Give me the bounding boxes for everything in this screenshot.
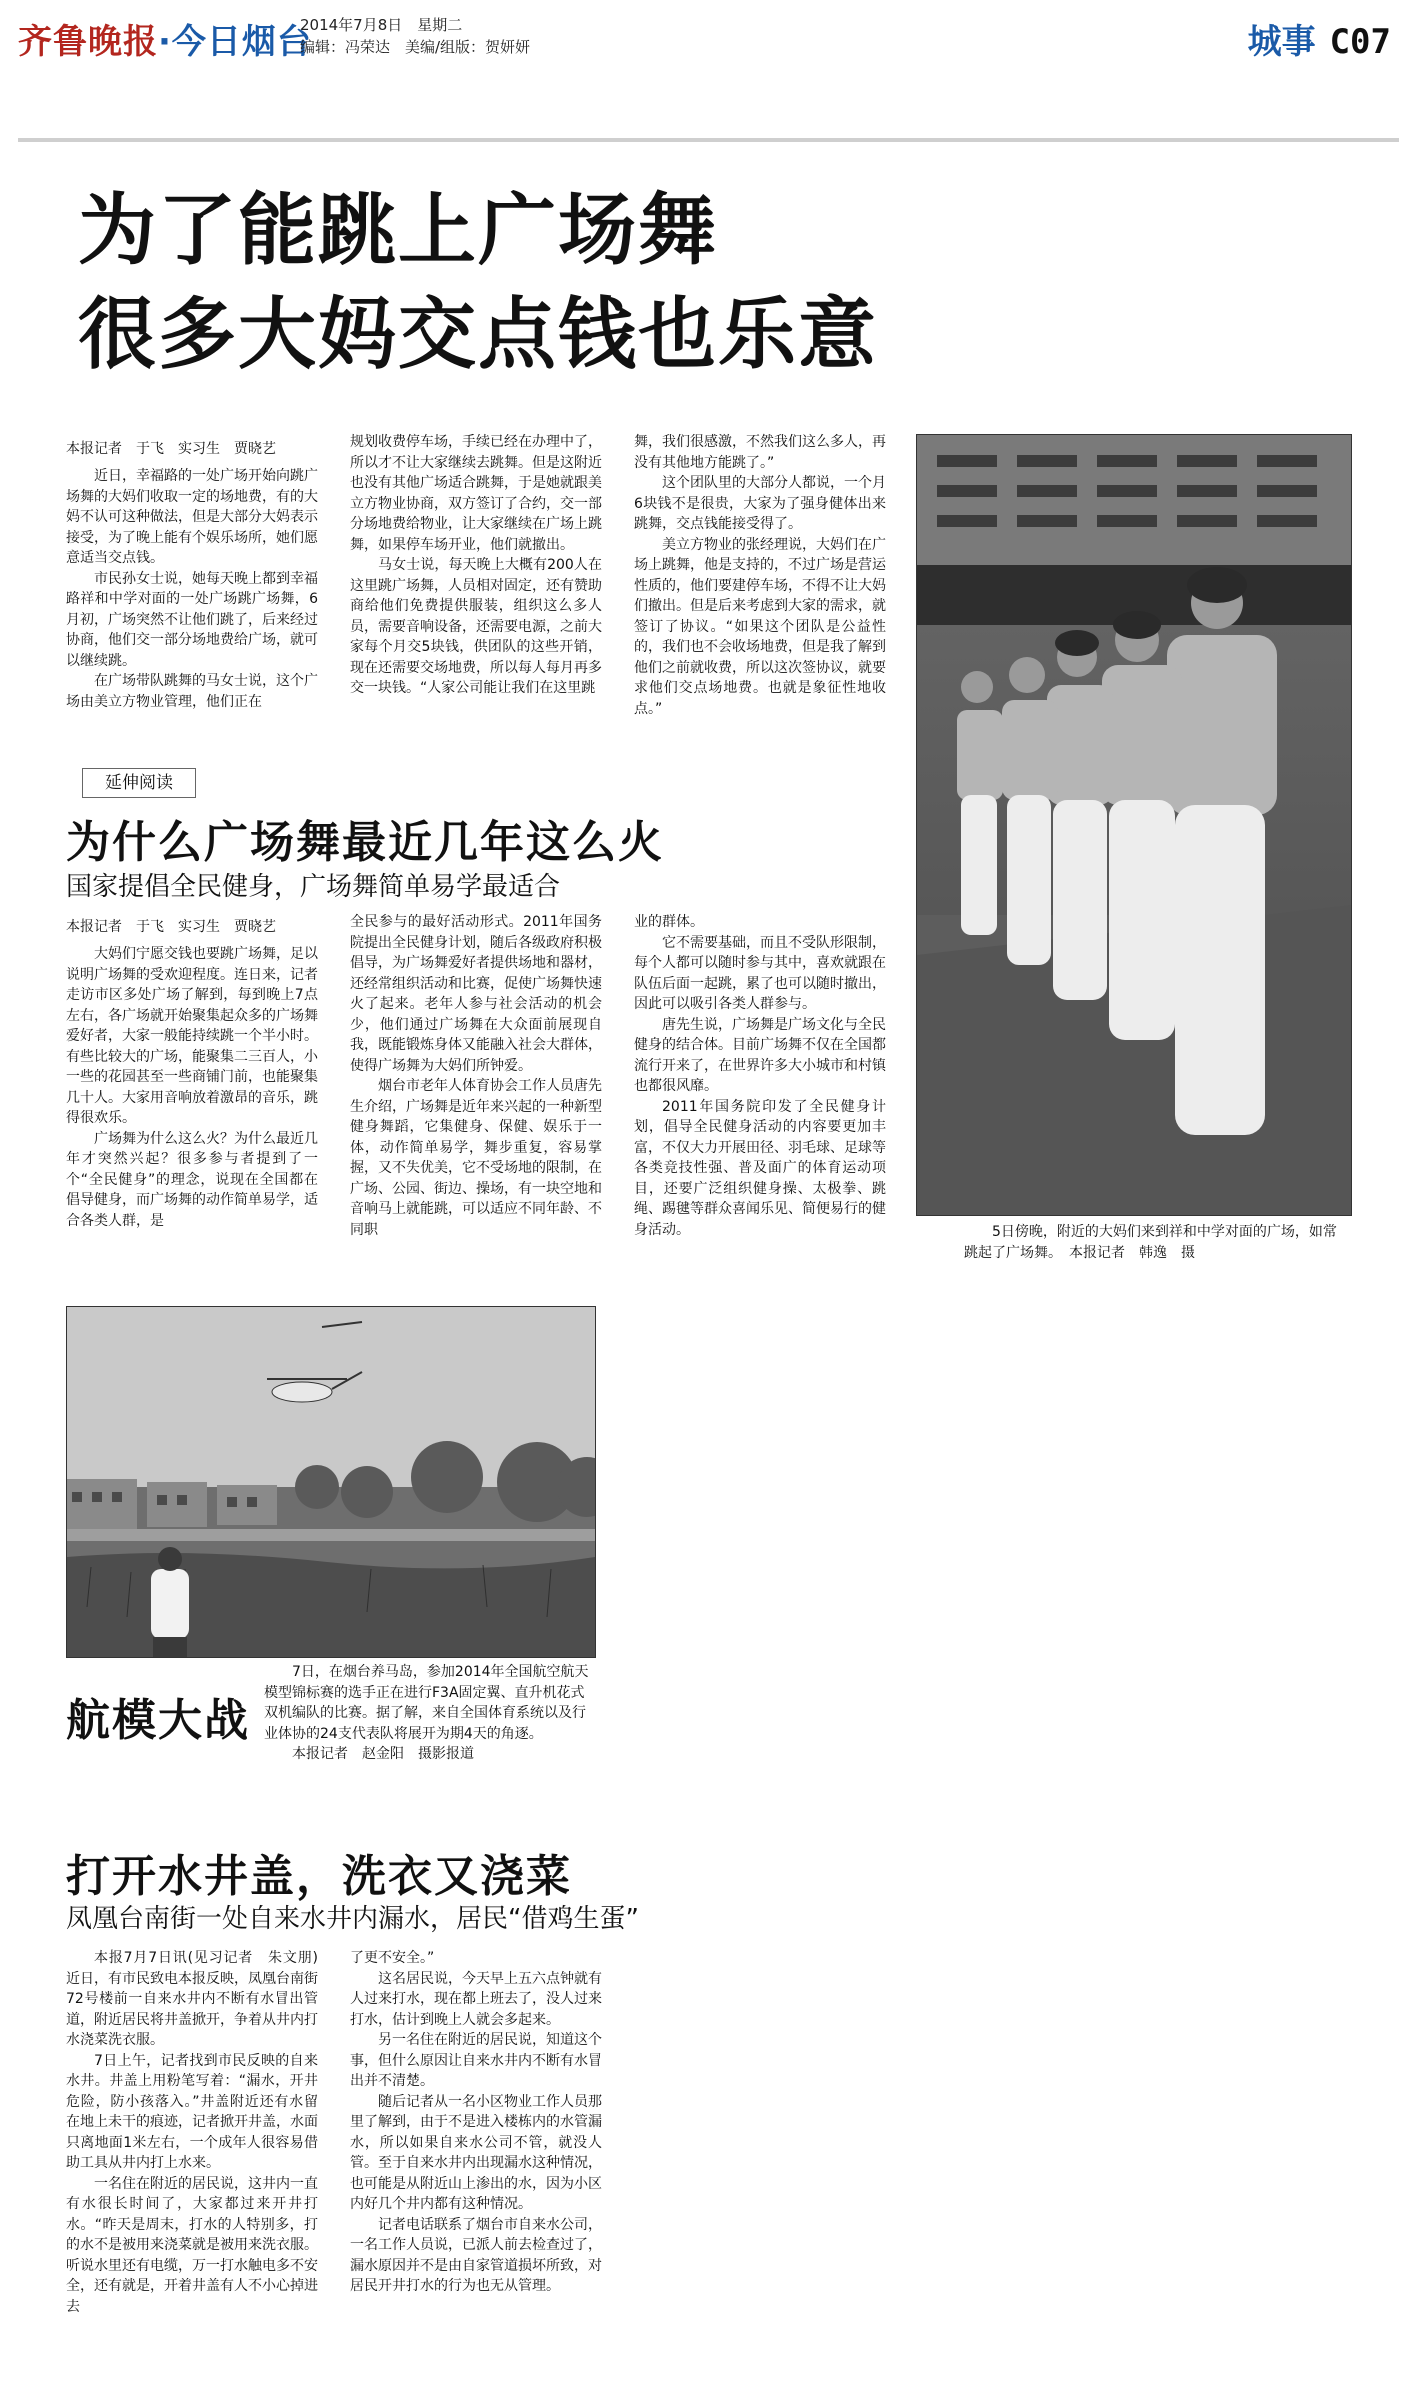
paper-name: 齐鲁晚报 [18, 22, 158, 62]
caption-text: 7日，在烟台养马岛，参加2014年全国航空航天模型锦标赛的选手正在进行F3A固定翼、直升机花式双机编队的比赛。据了解，来自全国体育系统以及行业体协的24支代表队将展开为期4天的角逐。 [264, 1664, 589, 1742]
well-col-1 [66, 1948, 332, 2317]
page-number: C07 [1329, 22, 1391, 62]
section-name: 城事 [1247, 22, 1316, 62]
caption-text: 5日傍晚，附近的大妈们来到祥和中学对面的广场，如常跳起了广场舞。 本报记者 韩逸 摄 [964, 1224, 1337, 1261]
masthead-logo [18, 14, 312, 63]
lead-col-2 [350, 432, 602, 699]
paragraph: 这个团队里的大部分人都说，一个月6块钱不是很贵，大家为了强身健体出来跳舞，交点钱能接受得了。 [634, 475, 886, 532]
editors: 编辑：冯荣达 美编/组版：贺妍妍 [300, 38, 531, 56]
paragraph: 随后记者从一名小区物业工作人员那里了解到，由于不是进入楼栋内的水管漏水，所以如果自来水公司不管，就没人管。至于自来水井内出现漏水这种情况，也可能是从附近山上渗出的水，因为小区内好几个井内都有这种情况。 [350, 2093, 602, 2212]
paragraph: 它不需要基础，而且不受队形限制，每个人都可以随时参与其中，喜欢就跟在队伍后面一起跳，累了也可以随时撤出，因此可以吸引各类人群参与。 [634, 934, 886, 1012]
paragraph: 美立方物业的张经理说，大妈们在广场上跳舞，他是支持的，不过广场是营运性质的，他们要建停车场，不得不让大妈们撤出。但是后来考虑到大家的需求，就签订了协议。“如果这个团队是公益性的，我们也不会收场地费，但是我了解到他们之前就收费，所以这次签协议，就要求他们交点场地费。也就是象征性地收点。” [634, 536, 886, 717]
paragraph: 2011年国务院印发了全民健身计划，倡导全民健身活动的内容要更加丰富，不仅大力开展田径、羽毛球、足球等各类竞技性强、普及面广的体育运动项目，还要广泛组织健身操、太极拳、跳绳、踢毽等群众喜闻乐见、简便易行的健身活动。 [634, 1098, 886, 1238]
paragraph: 全民参与的最好活动形式。2011年国务院提出全民健身计划，随后各级政府积极倡导，为广场舞爱好者提供场地和器材，还经常组织活动和比赛，促使广场舞快速火了起来。老年人参与社会活动的机会少，他们通过广场舞在大众面前展现自我，既能锻炼身体又能融入社会大群体，使得广场舞为大妈们所钟爱。 [350, 914, 602, 1074]
paragraph: 广场舞为什么这么火？为什么最近几年才突然兴起？很多参与者提到了一个“全民健身”的理念，说现在全国都在倡导健身，而广场舞的动作简单易学，适合各类人群，是 [66, 1130, 318, 1229]
paragraph: 近日，幸福路的一处广场开始向跳广场舞的大妈们收取一定的场地费，有的大妈不认可这种做法，但是大部分大妈表示接受，为了晚上能有个娱乐场所，她们愿意适当交点钱。 [66, 468, 318, 566]
dance-photo-image [917, 435, 1351, 1215]
extend-col-1 [66, 944, 318, 1231]
extend-col-2 [350, 912, 602, 1240]
paragraph: 记者电话联系了烟台市自来水公司，一名工作人员说，已派人前去检查过了，漏水原因并不是由自家管道损坏所致，对居民开井打水的行为也无从管理。 [350, 2216, 602, 2294]
well-subhead: 凤凰台南街一处自来水井内漏水，居民“借鸡生蛋” [66, 1904, 639, 1934]
lead-headline-line2: 很多大妈交点钱也乐意 [78, 290, 879, 380]
well-headline: 打开水井盖，洗衣又浇菜 [66, 1851, 572, 1902]
extend-headline: 为什么广场舞最近几年这么火 [66, 817, 664, 868]
lead-col-3 [634, 432, 886, 719]
aero-caption [264, 1662, 594, 1765]
well-col-2 [350, 1948, 602, 2297]
dance-photo-caption [964, 1222, 1350, 1263]
paragraph: 规划收费停车场，手续已经在办理中了，所以才不让大家继续去跳舞。但是这附近也没有其他广场适合跳舞，于是她就跟美立方物业协商，双方签订了合约，交一部分场地费给物业，让大家继续在广场上跳舞，如果停车场开业，他们就撤出。 [350, 434, 602, 553]
paragraph: 马女士说，每天晚上大概有200人在这里跳广场舞，人员相对固定，还有赞助商给他们免费提供服装，组织这么多人员，需要音响设备，还需要电源，之前大家每个月交5块钱，供团队的这些开销，现在还需要交场地费，所以每人每月再多交一块钱。“人家公司能让我们在这里跳 [350, 557, 602, 696]
extend-col-3 [634, 912, 886, 1240]
paragraph: 唐先生说，广场舞是广场文化与全民健身的结合体。目前广场舞不仅在全国都流行开来了，在世界许多大小城市和村镇也都很风靡。 [634, 1016, 886, 1094]
aero-photo-image [67, 1307, 595, 1657]
lead-headline-line1: 为了能跳上广场舞 [78, 186, 719, 276]
paragraph: 另一名住在附近的居民说，知道这个事，但什么原因让自来水井内不断有水冒出并不清楚。 [350, 2032, 602, 2089]
paragraph: 本报7月7日讯(见习记者 朱文朋) 近日，有市民致电本报反映，凤凰台南街72号楼前一自来水井内不断有水冒出管道，附近居民将井盖掀开，争着从井内打水浇菜洗衣服。 [66, 1950, 332, 2048]
paragraph: 在广场带队跳舞的马女士说，这个广场由美立方物业管理，他们正在 [66, 673, 318, 710]
paragraph: 业的群体。 [634, 914, 704, 930]
paragraph: 大妈们宁愿交钱也要跳广场舞，足以说明广场舞的受欢迎程度。连日来，记者走访市区多处广场了解到，每到晚上7点左右，各广场就开始聚集起众多的广场舞爱好者，大家一般能持续跳一个半小时。有些比较大的广场，能聚集二三百人，小一些的花园甚至一些商铺门前，也能聚集几十人。大家用音响放着激昂的音乐，跳得很欢乐。 [66, 946, 318, 1126]
dateline: 2014年7月8日 星期二 [300, 16, 463, 34]
paragraph: 这名居民说，今天早上五六点钟就有人过来打水，现在都上班去了，没人过来打水，估计到晚上人就会多起来。 [350, 1970, 602, 2028]
section-label [1248, 14, 1391, 63]
paragraph: 市民孙女士说，她每天晚上都到幸福路祥和中学对面的一处广场跳广场舞，6月初，广场突然不让他们跳了，后来经过协商，他们交一部分场地费给广场，就可以继续跳。 [66, 570, 318, 669]
aero-title: 航模大战 [66, 1695, 250, 1746]
paragraph: 舞，我们很感激，不然我们这么多人，再没有其他地方能跳了。” [634, 434, 886, 471]
caption-credit: 本报记者 赵金阳 摄影报道 [292, 1746, 474, 1762]
dance-photo [916, 434, 1352, 1216]
section-prefix: ·今日烟台 [158, 22, 312, 62]
lead-byline: 本报记者 于飞 实习生 贾晓艺 [66, 441, 276, 457]
extend-byline: 本报记者 于飞 实习生 贾晓艺 [66, 919, 276, 935]
lead-col-1 [66, 466, 318, 712]
paragraph: 一名住在附近的居民说，这井内一直有水很长时间了，大家都过来开井打水。“昨天是周末，打水的人特别多，打的水不是被用来浇菜就是被用来洗衣服。听说水里还有电缆，万一打水触电多不安全，还有就是，开着井盖有人不小心掉进去 [66, 2175, 318, 2315]
extend-tag: 延伸阅读 [82, 768, 196, 798]
aero-photo [66, 1306, 596, 1658]
header-rule [18, 138, 1399, 142]
extend-subhead: 国家提倡全民健身，广场舞简单易学最适合 [66, 872, 561, 902]
paragraph: 了更不安全。” [350, 1950, 435, 1966]
paragraph: 烟台市老年人体育协会工作人员唐先生介绍，广场舞是近年来兴起的一种新型健身舞蹈，它集健身、保健、娱乐于一体，动作简单易学，舞步重复，容易掌握，又不失优美，它不受场地的限制，在广场、公园、街边、操场，有一块空地和音响马上就能跳，可以适应不同年龄、不同职 [350, 1078, 602, 1238]
paragraph: 7日上午，记者找到市民反映的自来水井。井盖上用粉笔写着：“漏水，开井危险，防小孩落入。”井盖附近还有水留在地上未干的痕迹，记者掀开井盖，水面只离地面1米左右，一个成年人很容易借助工具从井内打上水来。 [66, 2052, 318, 2171]
